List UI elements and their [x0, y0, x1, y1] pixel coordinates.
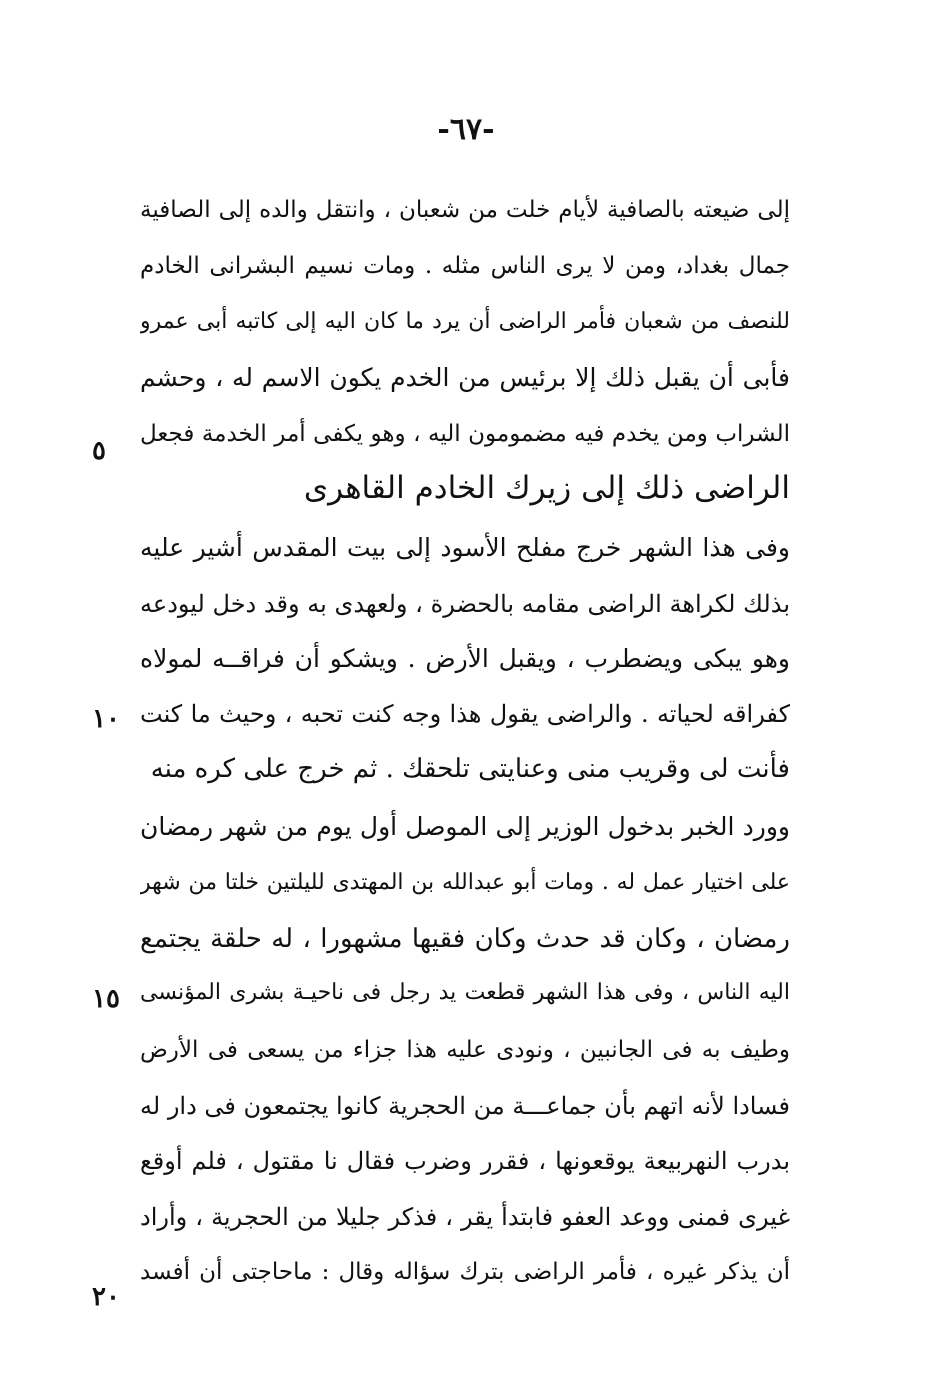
text-line: للنصف من شعبان فأمر الراضى أن يرد ما كان اليه إلى كاتبه أبى عمرو — [140, 309, 790, 334]
text-line: بدرب النهربيعة يوقعونها ، فقرر وضرب فقال نا مقتول ، فلم أوقع — [140, 1147, 790, 1175]
text-line: فأنت لى وقريب منى وعنايتى تلحقك . ثم خرج على كره منه — [150, 754, 790, 784]
text-line: غيرى فمنى ووعد العفو فابتدأ يقر ، فذكر جليلا من الحجرية ، وأراد — [140, 1203, 790, 1231]
text-line: كفراقه لحياته . والراضى يقول هذا وجه كنت تحبه ، وحيث ما كنت — [140, 700, 790, 728]
text-line: الشراب ومن يخدم فيه مضمومون اليه ، وهو يكفى أمر الخدمة فجعل — [140, 421, 790, 447]
text-line: الراضى ذلك إلى زيرك الخادم القاهرى — [303, 470, 790, 506]
text-line: اليه الناس ، وفى هذا الشهر قطعت يد رجل فى ناحيـة بشرى المؤنسى — [140, 980, 790, 1005]
text-line: وهو يبكى ويضطرب ، ويقبل الأرض . ويشكو أن فراقــه لمولاه — [140, 644, 790, 673]
text-line: بذلك لكراهة الراضى مقامه بالحضرة ، ولعهدى به وقد دخل ليودعه — [140, 590, 790, 618]
text-line: فأبى أن يقبل ذلك إلا برئيس من الخدم يكون الاسم له ، وحشم — [140, 363, 790, 392]
text-line: وورد الخبر بدخول الوزير إلى الموصل أول يوم من شهر رمضان — [140, 812, 790, 841]
line-number-marker: ٥ — [92, 436, 106, 466]
text-line: وفى هذا الشهر خرج مفلح الأسود إلى بيت المقدس أشير عليه — [140, 533, 790, 562]
line-number-marker: ٢٠ — [92, 1282, 120, 1312]
text-line: وطيف به فى الجانبين ، ونودى عليه هذا جزاء من يسعى فى الأرض — [140, 1037, 790, 1063]
text-line: فسادا لأنه اتهم بأن جماعـــة من الحجرية كانوا يجتمعون فى دار له — [140, 1092, 790, 1120]
text-line: رمضان ، وكان قد حدث وكان فقيها مشهورا ، له حلقة يجتمع — [140, 924, 790, 954]
text-line: جمال بغداد، ومن لا يرى الناس مثله . ومات نسيم البشرانى الخادم — [140, 253, 790, 279]
text-line: أن يذكر غيره ، فأمر الراضى بترك سؤاله وقال : ماحاجتى أن أفسد — [140, 1259, 790, 1285]
line-number-marker: ١٥ — [92, 984, 120, 1014]
page-number: -٦٧- — [437, 112, 495, 147]
text-line: على اختيار عمل له . ومات أبو عبدالله بن المهتدى لليلتين خلتا من شهر — [140, 870, 790, 895]
text-line: إلى ضيعته بالصافية لأيام خلت من شعبان ، وانتقل والده إلى الصافية — [140, 197, 790, 223]
line-number-marker: ١٠ — [92, 704, 120, 734]
